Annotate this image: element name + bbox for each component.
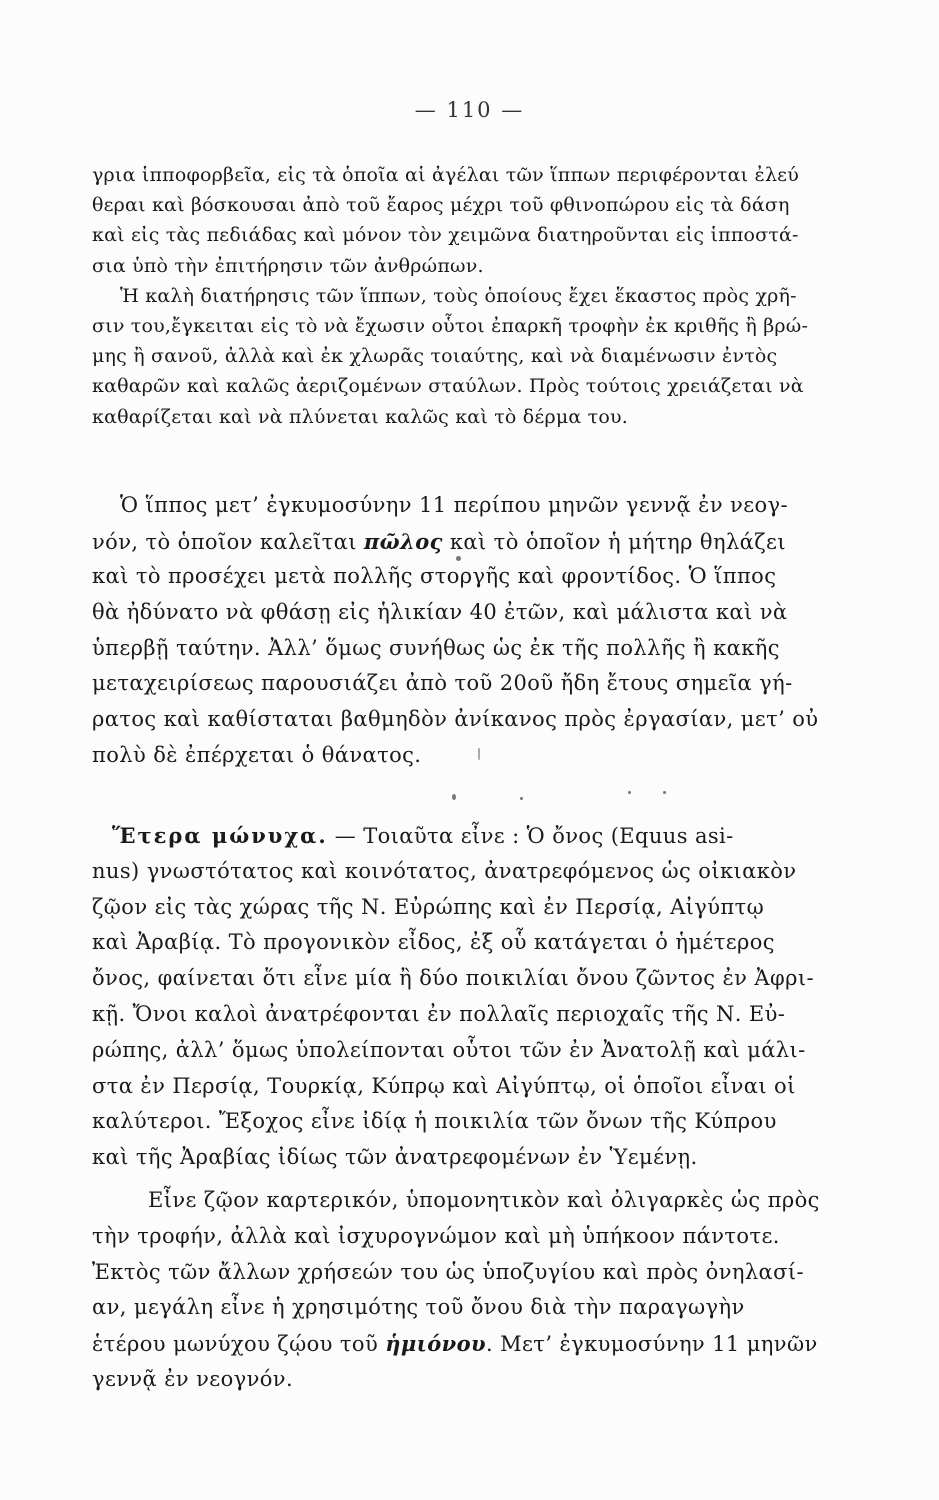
text-line: Ὁ ἵππος μετ’ ἐγκυμοσύνην 11 περίπου μηνῶν γεννᾷ ἐν νεογ- [120,493,788,517]
ink-speck [456,556,461,561]
text-line: ὄνος, φαίνεται ὅτι εἶνε μία ἢ δύο ποικιλίαι ὄνου ζῶντος ἐν Ἀφρι- [92,966,814,991]
text-line: nus) γνωστότατος καὶ κοινότατος, ἀνατρεφόμενος ὡς οἰκιακὸν [92,858,797,883]
text-line: Εἶνε ζῷον καρτερικόν, ὑπομονητικὸν καὶ ὀλιγαρκὲς ὡς πρὸς [148,1188,820,1212]
text-fragment: . Μετ’ ἐγκυμοσύνην 11 μηνῶν [485,1332,818,1357]
text-line [92,524,907,560]
page-number: — 110 — [414,98,525,122]
text-fragment: — Τοιαῦτα εἶνε : Ὁ ὄνος (Equus asi- [327,824,734,848]
text-line: μης ἢ σανοῦ, ἀλλὰ καὶ ἐκ χλωρᾶς τοιαύτης, καὶ νὰ διαμένωσιν ἐντὸς [92,345,778,368]
text-line: καθαρίζεται καὶ νὰ πλύνεται καλῶς καὶ τὸ δέρμα του. [92,405,629,428]
section-heading: Ἕτερα μώνυχα. [112,823,328,848]
text-line: σιν του,ἔγκειται εἰς τὸ νὰ ἔχωσιν οὗτοι ἐπαρκῆ τροφὴν ἐκ κριθῆς ἢ βρώ- [92,314,809,337]
text-line: μεταχειρίσεως παρουσιάζει ἀπὸ τοῦ 20οῦ ἤδη ἔτους σημεῖα γή- [92,671,793,696]
text-line: Ἐκτὸς τῶν ἄλλων χρήσεών του ὡς ὑποζυγίου καὶ πρὸς ὀνηλασί- [92,1259,804,1284]
text-fragment: νόν, τὸ ὁποῖον καλεῖται [92,529,364,554]
text-line: καὶ Ἀραβίᾳ. Τὸ προγονικὸν εἶδος, ἐξ οὗ κατάγεται ὁ ἡμέτερος [92,930,775,955]
text-line: θὰ ἠδύνατο νὰ φθάσῃ εἰς ἡλικίαν 40 ἐτῶν, καὶ μάλιστα καὶ νὰ [92,600,788,625]
ink-speck [452,794,456,800]
text-line [92,1326,907,1362]
paragraph-other-equids [92,818,907,1176]
text-line: καὶ τῆς Ἀραβίας ἰδίως τῶν ἀνατρεφομένων ἐν Ὑεμένῃ. [92,1145,698,1170]
emphasized-term-hemionos: ἡμιόνου [385,1331,486,1357]
text-line: αν, μεγάλη εἶνε ἡ χρησιμότης τοῦ ὄνου διὰ τὴν παραγωγὴν [92,1295,745,1320]
text-line: καὶ εἰς τὰς πεδιάδας καὶ μόνον τὸν χειμῶνα διατηροῦνται εἰς ἱπποστά- [92,224,799,247]
text-line: κῇ. Ὄνοι καλοὶ ἀνατρέφονται ἐν πολλαῖς περιοχαῖς τῆς Ν. Εὐ- [92,1001,786,1026]
text-line: ρώπης, ἀλλ’ ὅμως ὑπολείπονται οὗτοι τῶν ἐν Ἀνατολῇ καὶ μάλι- [92,1037,806,1062]
text-fragment: καὶ τὸ ὁποῖον ἡ μήτηρ θηλάζει [442,529,786,554]
ink-speck [520,797,523,800]
paragraph-horse-stables [92,160,907,432]
text-line: πολὺ δὲ ἐπέρχεται ὁ θάνατος. [92,742,422,767]
ink-speck [478,748,480,760]
text-line: ρατος καὶ καθίσταται βαθμηδὸν ἀνίκανος πρὸς ἐργασίαν, μετ’ οὐ [92,707,819,732]
text-fragment: ἑτέρου μωνύχου ζῴου τοῦ [92,1332,386,1357]
text-line: ὑπερβῇ ταύτην. Ἀλλ’ ὅμως συνήθως ὡς ἐκ τῆς πολλῆς ἢ κακῆς [92,635,780,660]
text-line: ζῷον εἰς τὰς χώρας τῆς Ν. Εὐρώπης καὶ ἐν Περσίᾳ, Αἰγύπτῳ [92,894,765,919]
ink-speck [628,791,631,794]
text-line: θεραι καὶ βόσκουσαι ἀπὸ τοῦ ἔαρος μέχρι τοῦ φθινοπώρου εἰς τὰ δάση [92,194,790,217]
text-line: γρια ἱπποφορβεῖα, εἰς τὰ ὁποῖα αἱ ἀγέλαι τῶν ἵππων περιφέρονται ἐλεύ [92,164,799,186]
text-line: γεννᾷ ἐν νεογνόν. [92,1366,294,1391]
text-line: καὶ τὸ προσέχει μετὰ πολλῆς στοργῆς καὶ φροντίδος. Ὁ ἵππος [92,564,777,589]
text-line: σια ὑπὸ τὴν ἐπιτήρησιν τῶν ἀνθρώπων. [92,254,484,277]
emphasized-term-polos: πῶλος [363,528,443,554]
text-line: καθαρῶν καὶ καλῶς ἀεριζομένων σταύλων. Πρὸς τούτοις χρειάζεται νὰ [92,375,804,398]
text-line: Ἡ καλὴ διατήρησις τῶν ἵππων, τοὺς ὁποίους ἔχει ἕκαστος πρὸς χρῆ- [120,284,797,307]
ink-speck [663,791,666,794]
paragraph-horse-lifespan [92,488,907,774]
paragraph-donkey-character [92,1183,907,1398]
text-line [92,818,907,854]
text-line: στα ἐν Περσίᾳ, Τουρκίᾳ, Κύπρῳ καὶ Αἰγύπτῳ, οἱ ὁποῖοι εἶναι οἱ [92,1073,796,1098]
text-line: καλύτεροι. Ἔξοχος εἶνε ἰδίᾳ ἡ ποικιλία τῶν ὄνων τῆς Κύπρου [92,1109,777,1134]
text-line: τὴν τροφήν, ἀλλὰ καὶ ἰσχυρογνώμον καὶ μὴ ὑπήκοον πάντοτε. [92,1223,780,1248]
